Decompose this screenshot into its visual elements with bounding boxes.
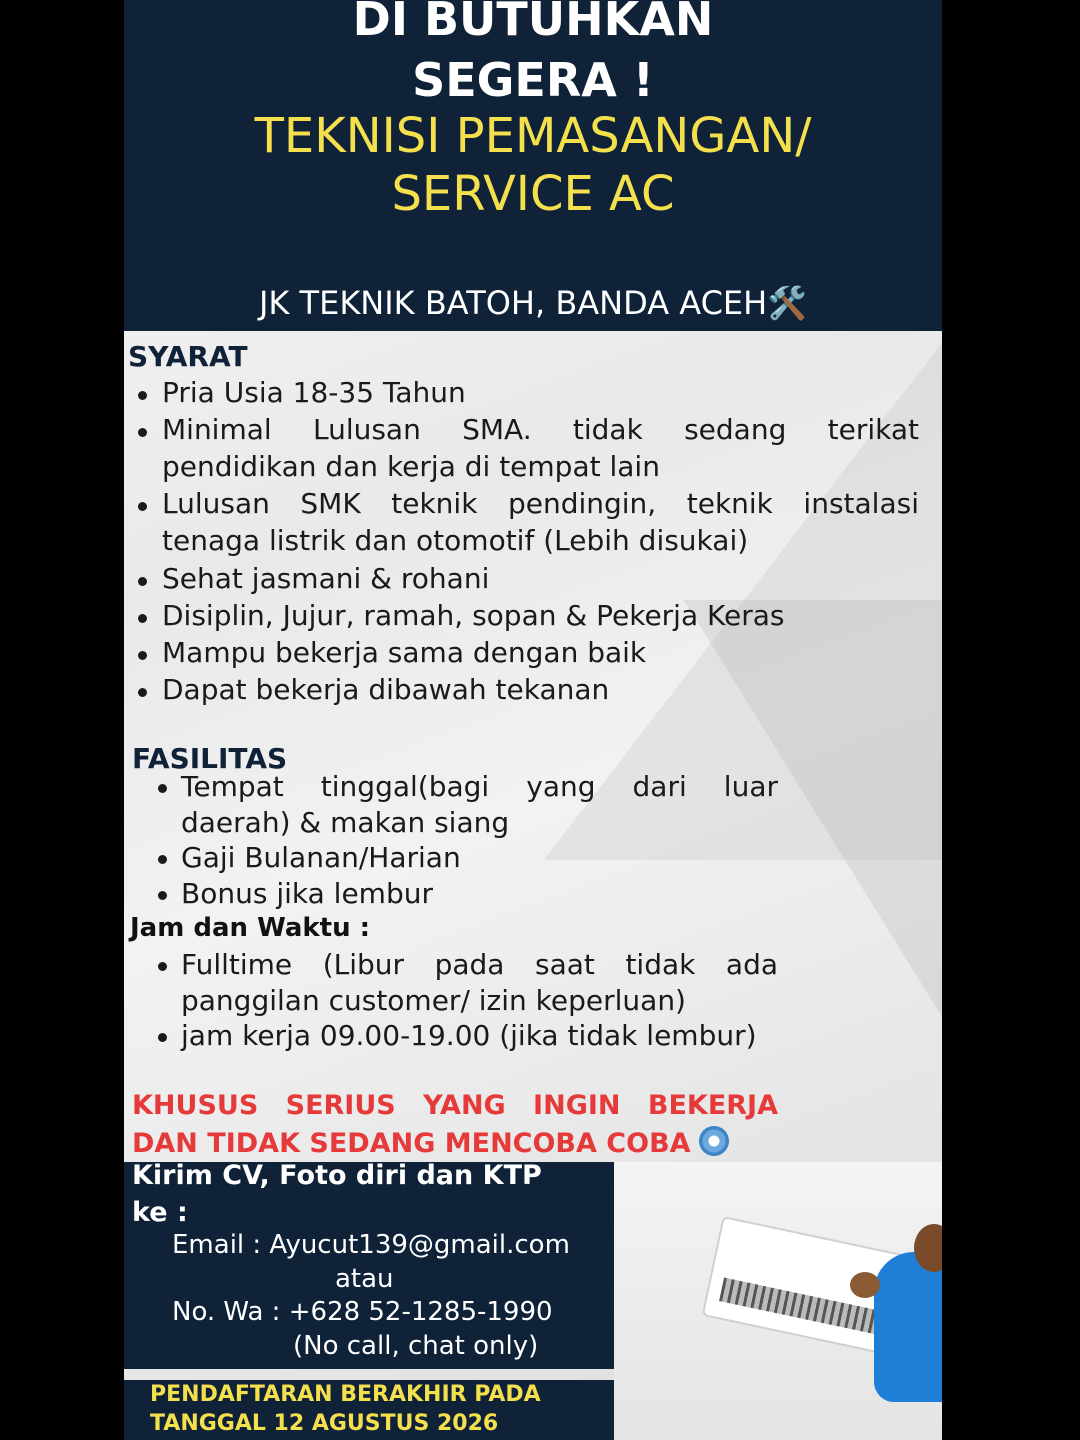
technician-photo xyxy=(614,1162,942,1440)
bullet xyxy=(138,688,147,697)
deadline-line-1: PENDAFTARAN BERAKHIR PADA xyxy=(150,1382,541,1407)
fasilitas-title: FASILITAS xyxy=(132,742,288,775)
bullet xyxy=(138,428,147,437)
jam-item-2: jam kerja 09.00-19.00 (jika tidak lembur) xyxy=(181,1019,757,1052)
bullet xyxy=(138,502,147,511)
contact-email: Email : Ayucut139@gmail.com xyxy=(172,1230,570,1260)
company-location: JK TEKNIK BATOH, BANDA ACEH🛠️ xyxy=(258,284,808,322)
job-title-line-2: SERVICE AC xyxy=(391,166,675,222)
fasilitas-item-1: Tempat tinggal(bagi yang dari luar xyxy=(181,770,778,803)
syarat-item-4: Sehat jasmani & rohani xyxy=(162,562,490,595)
bullet xyxy=(158,855,167,864)
syarat-item-1: Pria Usia 18-35 Tahun xyxy=(162,376,466,409)
jam-item-1: Fulltime (Libur pada saat tidak ada xyxy=(181,948,778,981)
syarat-title: SYARAT xyxy=(128,340,248,373)
syarat-item-5: Disiplin, Jujur, ramah, sopan & Pekerja Keras xyxy=(162,599,785,632)
contact-or: atau xyxy=(335,1264,394,1294)
fasilitas-item-1-cont: daerah) & makan siang xyxy=(181,806,510,839)
notice-line-2-text: DAN TIDAK SEDANG MENCOBA COBA xyxy=(132,1128,691,1159)
headline-line-1: DI BUTUHKAN xyxy=(352,0,714,46)
jam-item-1-cont: panggilan customer/ izin keperluan) xyxy=(181,984,686,1017)
contact-heading: Kirim CV, Foto diri dan KTP xyxy=(132,1160,542,1191)
jam-title: Jam dan Waktu : xyxy=(130,913,371,943)
contact-heading-cont: ke : xyxy=(132,1197,188,1228)
bullet xyxy=(158,962,167,971)
contact-note: (No call, chat only) xyxy=(293,1331,539,1361)
syarat-item-3-cont: tenaga listrik dan otomotif (Lebih disukai) xyxy=(162,524,749,557)
syarat-item-2: Minimal Lulusan SMA. tidak sedang terikat xyxy=(162,413,919,446)
bullet xyxy=(138,651,147,660)
notice-line-1: KHUSUS SERIUS YANG INGIN BEKERJA xyxy=(132,1090,778,1121)
bullet xyxy=(138,391,147,400)
headline-line-2: SEGERA ! xyxy=(412,53,654,107)
job-title-line-1: TEKNISI PEMASANGAN/ xyxy=(254,108,812,164)
syarat-item-7: Dapat bekerja dibawah tekanan xyxy=(162,673,610,706)
technician-hand xyxy=(850,1272,880,1298)
syarat-item-6: Mampu bekerja sama dengan baik xyxy=(162,636,647,669)
gear-icon xyxy=(699,1126,729,1156)
technician-body xyxy=(874,1252,942,1402)
syarat-item-3: Lulusan SMK teknik pendingin, teknik instalasi xyxy=(162,487,919,520)
bullet xyxy=(138,577,147,586)
bullet xyxy=(138,614,147,623)
contact-box xyxy=(124,1162,614,1369)
fasilitas-item-3: Bonus jika lembur xyxy=(181,877,433,910)
bullet xyxy=(158,891,167,900)
fasilitas-item-2: Gaji Bulanan/Harian xyxy=(181,841,461,874)
syarat-item-2-cont: pendidikan dan kerja di tempat lain xyxy=(162,450,660,483)
header-banner xyxy=(124,0,942,331)
job-poster xyxy=(124,0,942,1440)
contact-whatsapp: No. Wa : +628 52-1285-1990 xyxy=(172,1297,553,1327)
bullet xyxy=(158,784,167,793)
deadline-box xyxy=(124,1380,614,1440)
deadline-line-2: TANGGAL 12 AGUSTUS 2026 xyxy=(150,1411,499,1436)
bullet xyxy=(158,1033,167,1042)
notice-line-2 xyxy=(132,1126,729,1159)
